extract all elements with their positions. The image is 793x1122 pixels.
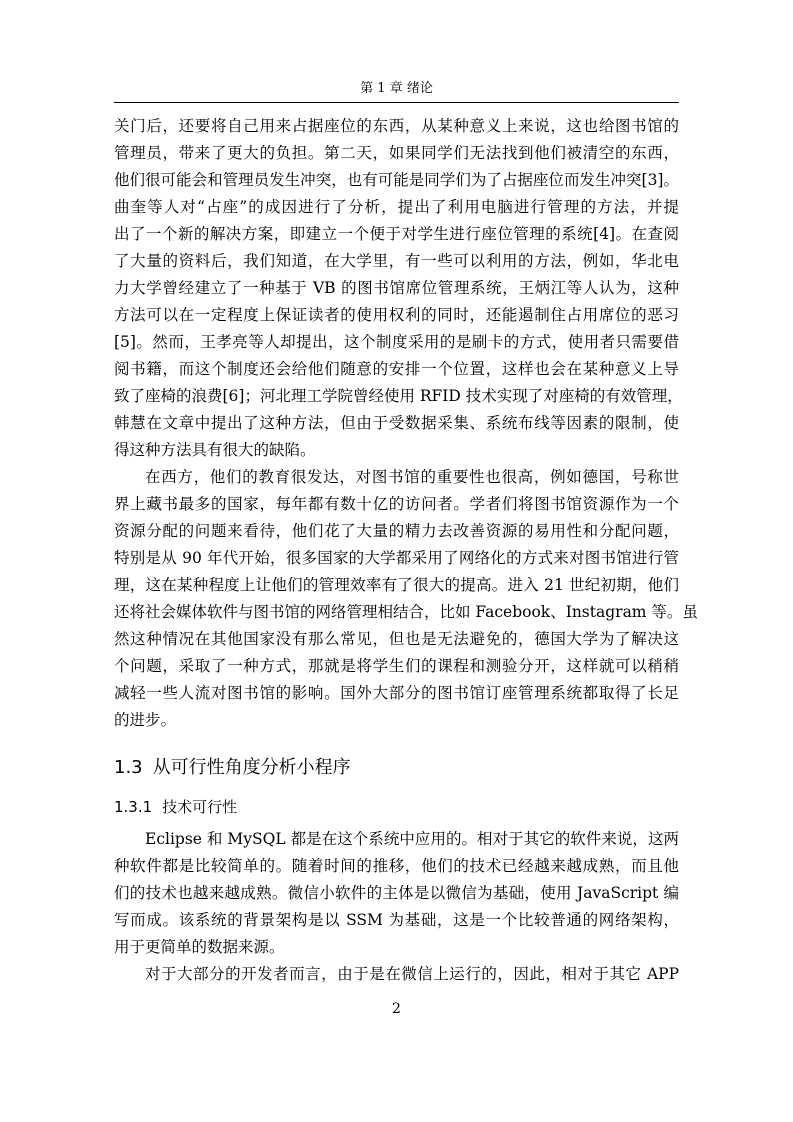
text-line: 对于大部分的开发者而言，由于是在微信上运行的，因此，相对于其它 APP	[145, 965, 679, 983]
text-line: 个问题，采取了一种方式，那就是将学生们的课程和测验分开，这样就可以稍稍	[114, 657, 679, 675]
text-line: 力大学曾经建立了一种基于 VB 的图书馆席位管理系统，王炳江等人认为，这种	[114, 279, 679, 297]
subsection-number: 1.3.1	[114, 798, 153, 816]
text-line: 理，这在某种程度上让他们的管理效率有了很大的提高。进入 21 世纪初期，他们	[114, 576, 679, 594]
section-title: 从可行性角度分析小程序	[152, 757, 351, 778]
header-rule	[114, 102, 679, 103]
text-line: 特别是从 90 年代开始，很多国家的大学都采用了网络化的方式来对图书馆进行管	[114, 549, 679, 567]
text-line: [5]。然而，王孝亮等人却提出，这个制度采用的是刷卡的方式，使用者只需要借	[114, 333, 679, 351]
text-line: 资源分配的问题来看待，他们花了大量的精力去改善资源的易用性和分配问题，	[114, 522, 679, 540]
text-line: 还将社会媒体软件与图书馆的网络管理相结合，比如 Facebook、Instagram 等。虽	[114, 603, 698, 621]
text-line: 界上藏书最多的国家，每年都有数十亿的访问者。学者们将图书馆资源作为一个	[114, 495, 679, 513]
paragraph-4	[114, 961, 679, 988]
section-number: 1.3	[114, 757, 143, 778]
text-line: Eclipse 和 MySQL 都是在这个系统中应用的。相对于其它的软件来说，这两	[145, 830, 679, 848]
paragraph-3	[114, 826, 679, 961]
text-line: 方法可以在一定程度上保证读者的使用权利的同时，还能遏制住占用席位的恶习	[114, 306, 679, 324]
text-line: 然这种情况在其他国家没有那么常见，但也是无法避免的，德国大学为了解决这	[114, 630, 679, 648]
text-line: 种软件都是比较简单的。随着时间的推移，他们的技术已经越来越成熟，而且他	[114, 857, 679, 875]
text-line: 他们很可能会和管理员发生冲突，也有可能是同学们为了占据座位而发生冲突[3]。	[114, 171, 679, 189]
text-line: 得这种方法具有很大的缺陷。	[114, 441, 316, 459]
paragraph-1	[114, 113, 683, 464]
text-line: 关门后，还要将自己用来占据座位的东西，从某种意义上来说，这也给图书馆的	[114, 117, 679, 135]
subsection-heading-1-3-1	[114, 796, 679, 818]
text-line: 管理员，带来了更大的负担。第二天，如果同学们无法找到他们被清空的东西，	[114, 144, 679, 162]
text-line: 写而成。该系统的背景架构是以 SSM 为基础，这是一个比较普通的网络架构，	[114, 911, 679, 929]
text-line: 用于更简单的数据来源。	[114, 938, 285, 956]
subsection-title: 技术可行性	[162, 798, 238, 816]
text-line: 出了一个新的解决方案，即建立一个便于对学生进行座位管理的系统[4]。在查阅	[114, 225, 679, 243]
text-line: 了大量的资料后，我们知道，在大学里，有一些可以利用的方法，例如，华北电	[114, 252, 679, 270]
text-line: 曲奎等人对“占座”的成因进行了分析，提出了利用电脑进行管理的方法，并提	[114, 198, 679, 216]
text-line: 阅书籍，而这个制度还会给他们随意的安排一个位置，这样也会在某种意义上导	[114, 360, 679, 378]
text-line: 减轻一些人流对图书馆的影响。国外大部分的图书馆订座管理系统都取得了长足	[114, 684, 679, 702]
page-number: 2	[392, 1001, 401, 1017]
page-content	[114, 113, 698, 988]
running-header: 第 1 章 绪论	[360, 81, 433, 96]
section-heading-1-3	[114, 756, 679, 780]
text-line: 致了座椅的浪费[6]；河北理工学院曾经使用 RFID 技术实现了对座椅的有效管理，	[114, 387, 683, 405]
text-line: 们的技术也越来越成熟。微信小软件的主体是以微信为基础，使用 JavaScript 编	[114, 884, 679, 902]
text-line: 韩慧在文章中提出了这种方法，但由于受数据采集、系统布线等因素的限制，使	[114, 414, 679, 432]
paragraph-2	[114, 464, 698, 734]
text-line: 的进步。	[114, 711, 177, 729]
text-line: 在西方，他们的教育很发达，对图书馆的重要性也很高，例如德国，号称世	[145, 468, 679, 486]
